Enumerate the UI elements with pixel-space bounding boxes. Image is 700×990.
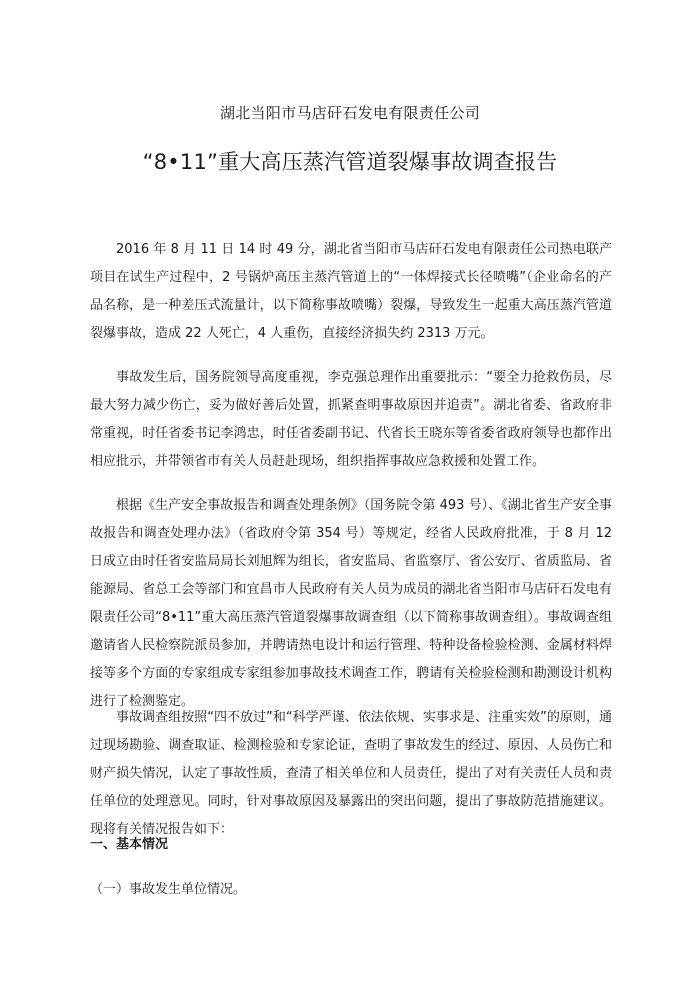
report-title: “8•11”重大高压蒸汽管道裂爆事故调查报告 [142, 150, 558, 174]
organization-name: 湖北当阳市马店矸石发电有限责任公司 [219, 104, 481, 122]
paragraph-incident-summary: 2016 年 8 月 11 日 14 时 49 分，湖北省当阳市马店矸石发电有限责任公司热电联产项目在试生产过程中，2 号锅炉高压主蒸汽管道上的“一体焊接式长径喷嘴”（企业命名的产品名称，是一种差压式流量计，以下简称事故喷嘴）裂爆，导致发生一起重大高压蒸汽管道裂爆事故，造成 22 人死亡，4 人重伤，直接经济损失约 2313 万元。 [90, 242, 612, 341]
subsection-heading: （一）事故发生单位情况。 [90, 882, 247, 897]
paragraph-investigation-principles: 事故调查组按照“四不放过”和“科学严谨、依法依规、实事求是、注重实效”的原则，通过现场勘验、调查取证、检测检验和专家论证，查明了事故发生的经过、原因、人员伤亡和财产损失情况，认定了事故性质，查清了相关单位和人员责任，提出了对有关责任人员和责任单位的处理意见。同时，针对事故原因及暴露出的突出问题，提出了事故防范措施建议。现将有关情况报告如下： [90, 710, 612, 837]
section-heading: 一、基本情况 [90, 837, 169, 852]
paragraph-investigation-team: 根据《生产安全事故报告和调查处理条例》（国务院令第 493 号）、《湖北省生产安全事故报告和调查处理办法》（省政府令第 354 号）等规定，经省人民政府批准，于 8 月 12 日成立由时任省安监局局长刘旭辉为组长，省安监局、省监察厅、省公安厅、省质监局、省能源局、省总工会等部门和宜昌市人民政府有关人员为成员的湖北省当阳市马店矸石发电有限责任公司“8•11”重大高压蒸汽管道裂爆事故调查组（以下简称事故调查组）。事故调查组邀请省人民检察院派员参加，并聘请热电设计和运行管理、特种设备检验检测、金属材料焊接等多个方面的专家组成专家组参加事故技术调查工作，聘请有关检验检测和勘测设计机构进行了检测鉴定。 [90, 498, 612, 709]
paragraph-response: 事故发生后，国务院领导高度重视，李克强总理作出重要批示：“要全力抢救伤员，尽最大努力减少伤亡，妥为做好善后处置，抓紧查明事故原因并追责”。湖北省委、省政府非常重视，时任省委书记李鸿忠，时任省委副书记、代省长王晓东等省委省政府领导也都作出相应批示，并带领省市有关人员赶赴现场，组织指挥事故应急救援和处置工作。 [90, 370, 612, 469]
